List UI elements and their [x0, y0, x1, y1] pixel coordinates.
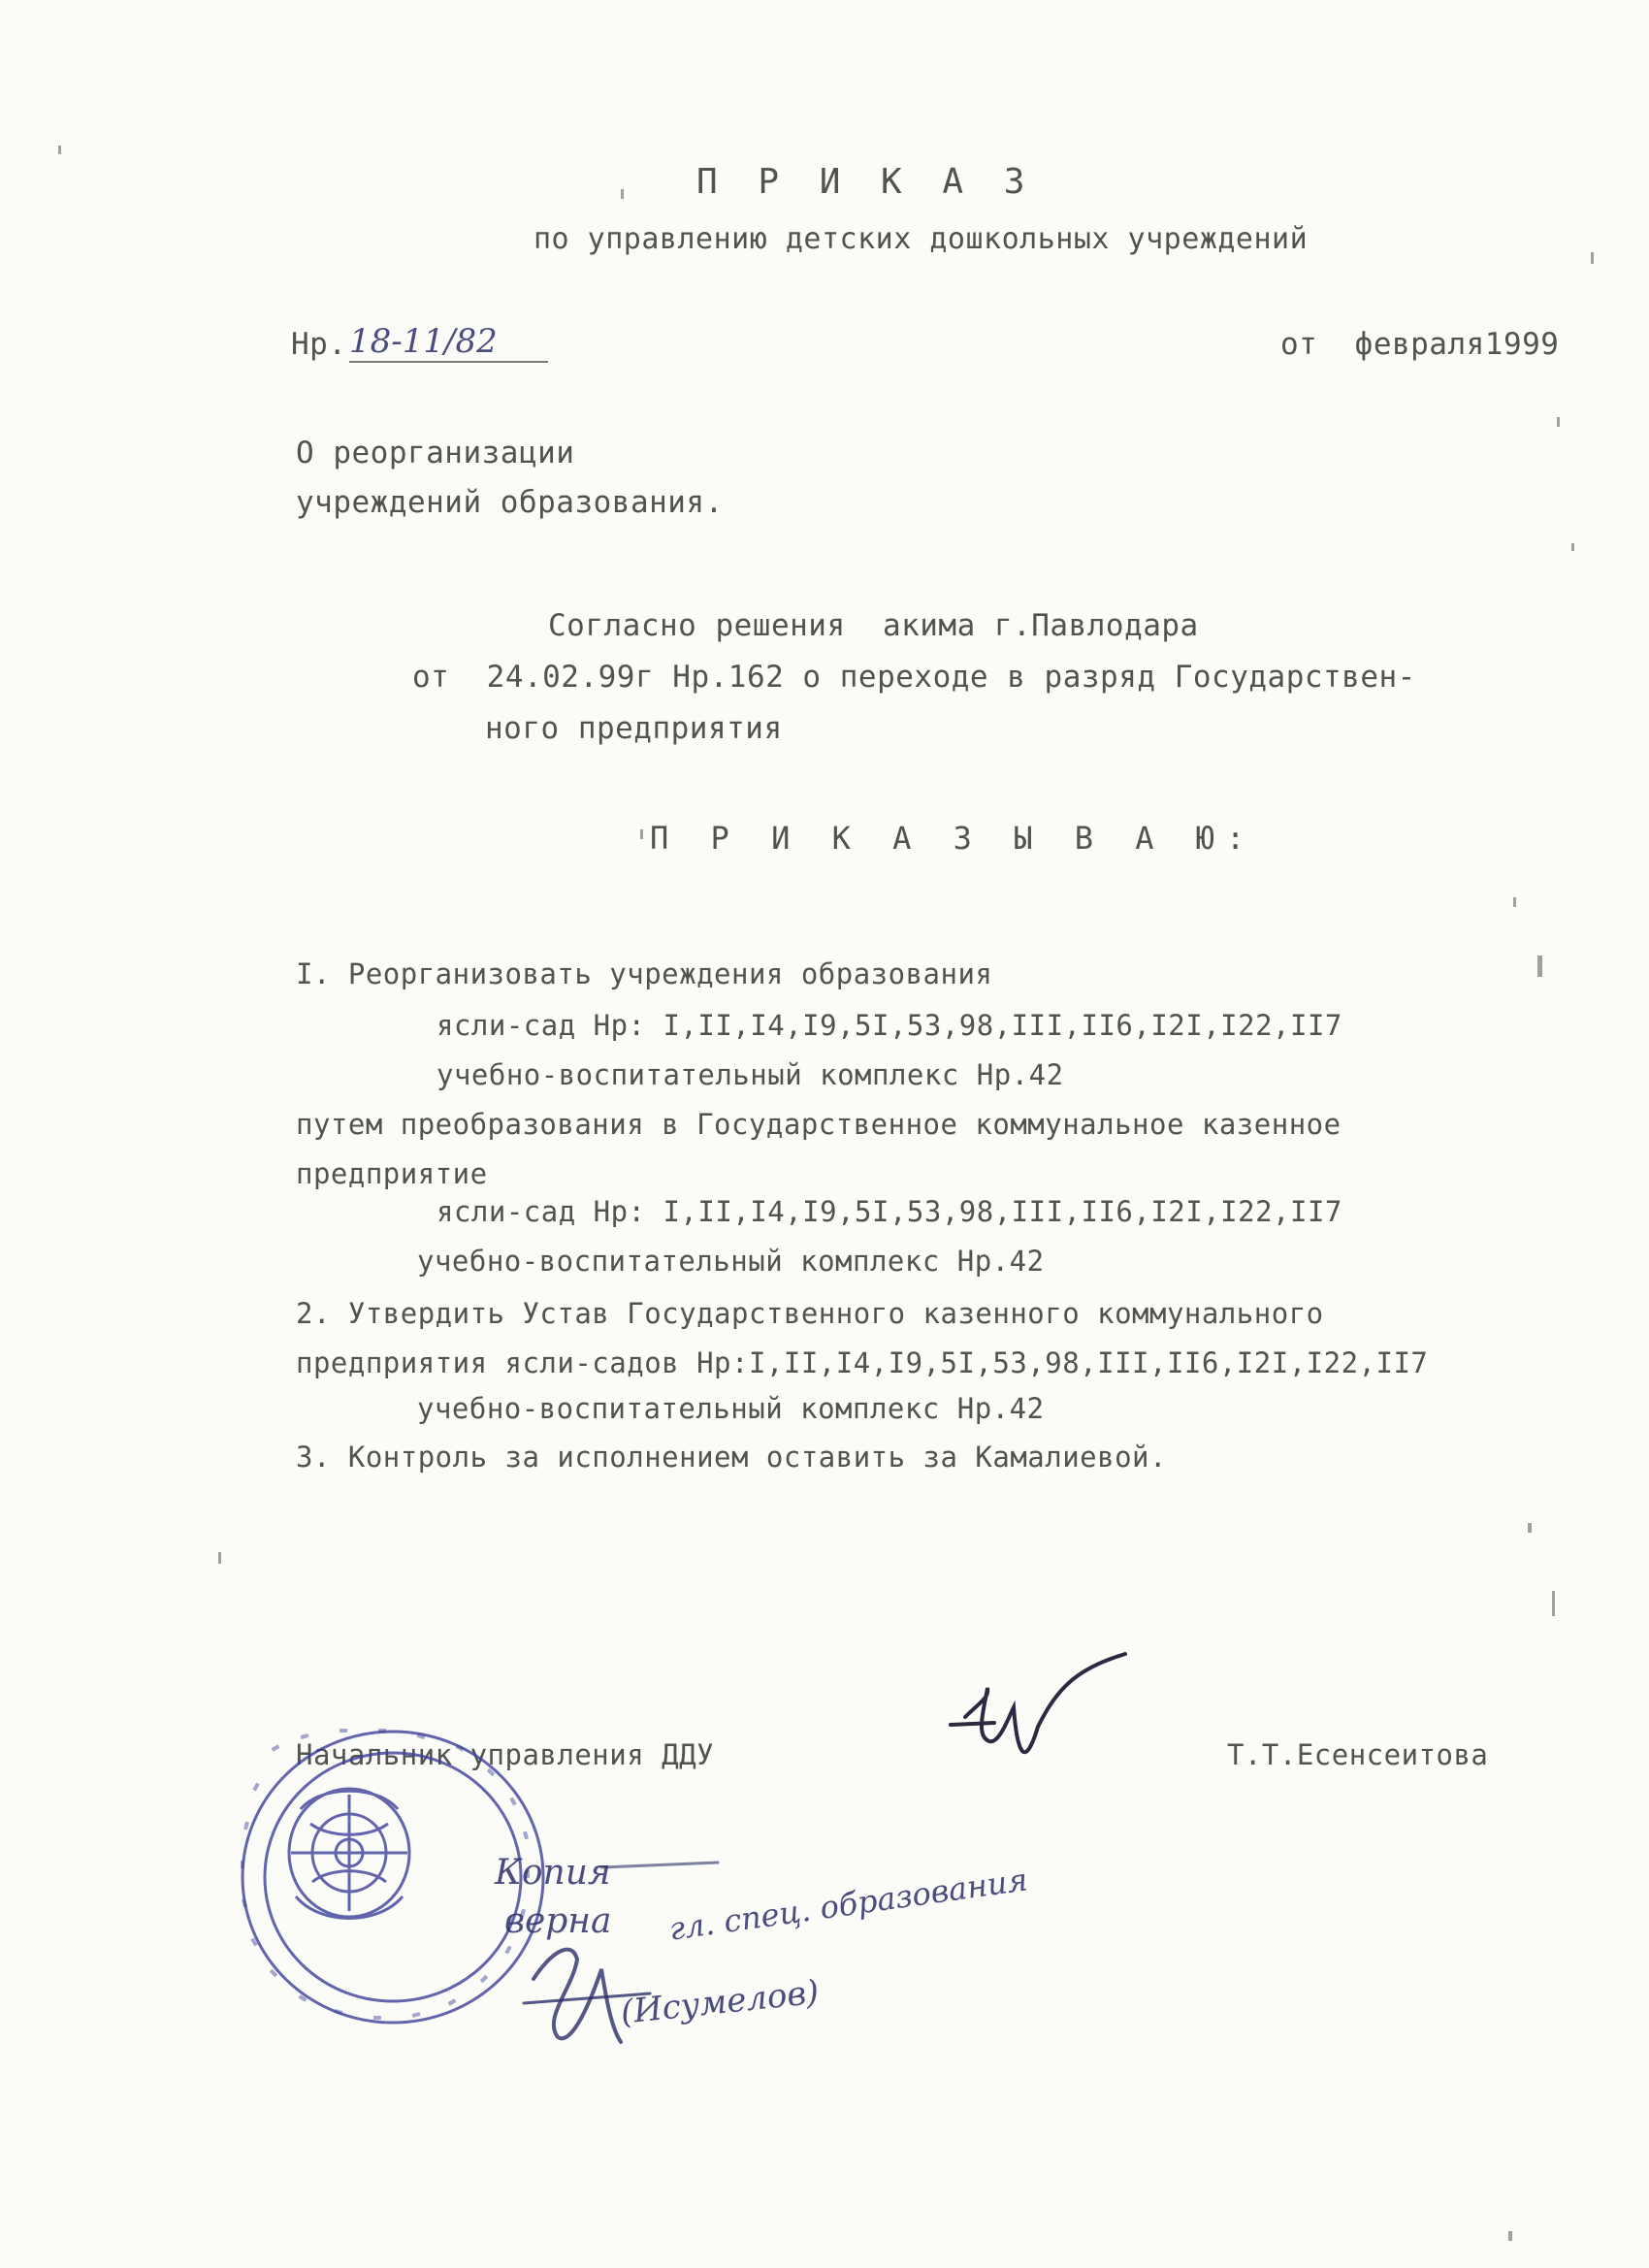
certification-copy-word: Копия [495, 1853, 611, 1893]
item-1-line-3: учебно-воспитательный комплекс Нр.42 [436, 1058, 1064, 1091]
order-number-handwritten: 18-11/82 [349, 322, 498, 361]
scan-speck [1537, 956, 1542, 977]
certification-role: гл. спец. образования [666, 1861, 1030, 1948]
order-date: от февраля1999 [1280, 327, 1560, 362]
subject-line-2: учреждений образования. [296, 485, 724, 520]
item-1-line-6: ясли-сад Нр: I,II,I4,I9,5I,53,98,III,II6,I2I,I22,II7 [436, 1195, 1342, 1228]
order-number-prefix: Нр. [291, 327, 347, 362]
scan-speck [1557, 417, 1560, 427]
certification-name: (Исумелов) [618, 1972, 822, 2032]
item-1-line-5: предприятие [296, 1157, 488, 1190]
item-1-line-1: I. Реорганизовать учреждения образования [296, 957, 993, 990]
order-word: П Р И К А З Ы В А Ю: [650, 820, 1257, 857]
certification-signature [427, 1833, 1028, 2086]
scan-speck [640, 829, 643, 839]
item-2-line-2: предприятия ясли-садов Нр:I,II,I4,I9,5I,53,98,III,II6,I2I,I22,II7 [296, 1346, 1429, 1379]
basis-line-1: Согласно решения акима г.Павлодара [548, 608, 1199, 643]
signatory-position: Начальник управления ДДУ [296, 1738, 715, 1771]
document-title: П Р И К А З [696, 162, 1035, 202]
scan-speck [1528, 1523, 1532, 1533]
item-3-line-1: 3. Контроль за исполнением оставить за Камалиевой. [296, 1441, 1167, 1474]
scan-speck [621, 189, 624, 199]
certification-true-word: верна [504, 1901, 612, 1941]
scan-speck [1571, 543, 1574, 551]
basis-line-3: ного предприятия [485, 711, 783, 746]
basis-line-2: от 24.02.99г Нр.162 о переходе в разряд Государствен- [412, 660, 1416, 695]
scan-speck [1552, 1591, 1555, 1616]
scan-speck [58, 146, 61, 154]
subject-line-1: О реорганизации [296, 436, 575, 470]
scan-speck [1591, 252, 1594, 264]
item-1-line-7: учебно-воспитательный комплекс Нр.42 [417, 1245, 1045, 1278]
document-subtitle: по управлению детских дошкольных учреждений [534, 222, 1309, 256]
scan-speck [1513, 897, 1516, 907]
scan-speck [218, 1552, 221, 1564]
item-2-line-3: учебно-воспитательный комплекс Нр.42 [417, 1392, 1045, 1425]
item-1-line-4: путем преобразования в Государственное коммунальное казенное [296, 1108, 1342, 1141]
signature [931, 1649, 1154, 1795]
scan-speck [1508, 2231, 1512, 2241]
item-1-line-2: ясли-сад Нр: I,II,I4,I9,5I,53,98,III,II6,I2I,I22,II7 [436, 1009, 1342, 1042]
item-2-line-1: 2. Утвердить Устав Государственного казенного коммунального [296, 1297, 1324, 1330]
signatory-name: Т.Т.Есенсеитова [1227, 1738, 1489, 1771]
order-number-underline [349, 361, 548, 363]
